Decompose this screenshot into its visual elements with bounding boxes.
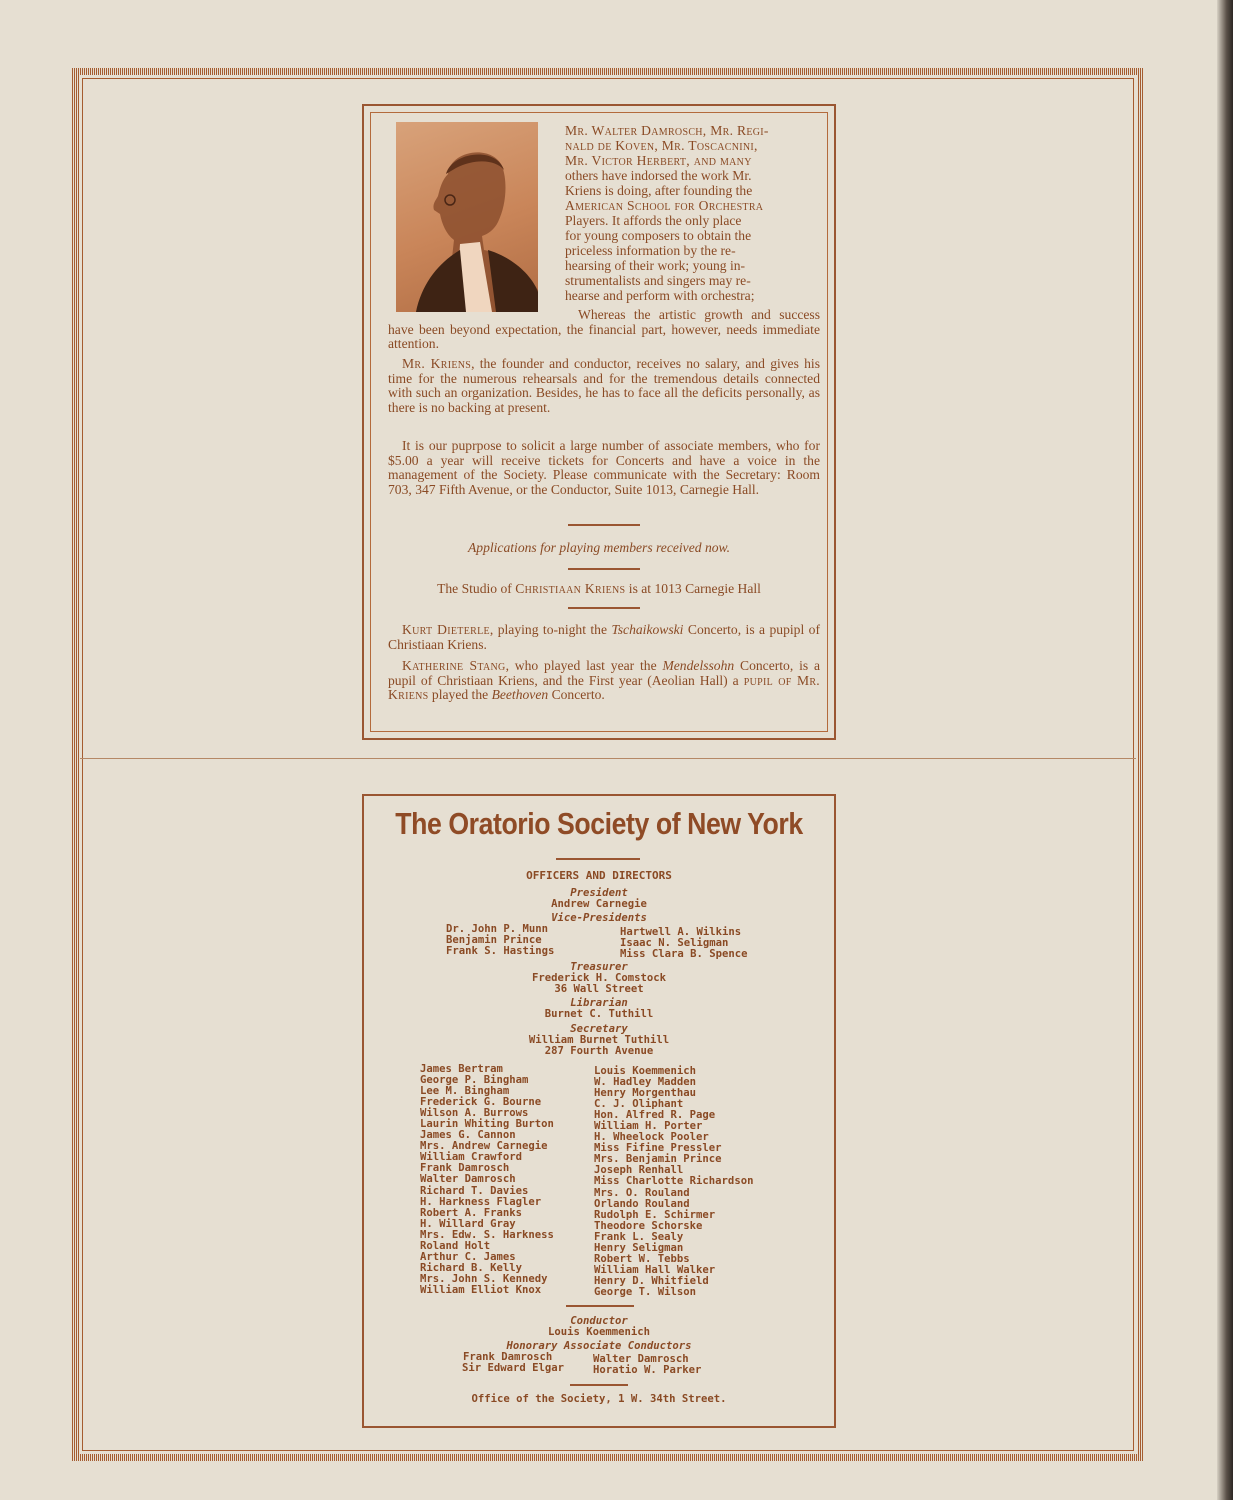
kurt-mid: , playing to-night the	[489, 622, 612, 637]
book-spine	[1217, 0, 1233, 1500]
intro-line-8: for young composers to obtain the	[565, 228, 752, 243]
director-name: Frederick G. Bourne	[420, 1096, 542, 1109]
vp-label	[362, 913, 836, 924]
director-name: Robert A. Franks	[420, 1206, 523, 1219]
director-name: Laurin Whiting Burton	[420, 1118, 554, 1131]
directors-list-right	[594, 1066, 753, 1298]
purpose-paragraph: It is our puprpose to solicit a large number of associate members, who for $5.00 a year will receive tickets for Concerts and have a voice in the management of the Society. Please communicate with the Secretary: Room 703, 347 Fifth Avenue, or the Conductor, Suite 1013, Carnegie Hall.	[388, 438, 820, 497]
director-name: Roland Holt	[420, 1239, 491, 1252]
divider-rule	[566, 1305, 634, 1307]
divider-rule	[568, 524, 640, 526]
secretary-address: 287 Fourth Avenue	[544, 1045, 654, 1057]
studio-name: Christiaan Kriens	[515, 581, 626, 596]
intro-line-2: nald de Koven, Mr. Toscacnini,	[565, 138, 758, 153]
vp-name: Hartwell A. Wilkins	[620, 926, 742, 938]
director-name: Mrs. Edw. S. Harkness	[420, 1228, 554, 1241]
director-name: Henry Seligman	[594, 1241, 684, 1254]
conductor-name: Louis Koemmenich	[547, 1326, 651, 1338]
studio-prefix: The Studio of	[437, 581, 516, 596]
society-title: The Oratorio Society of New York	[395, 806, 803, 841]
director-name: James Bertram	[420, 1063, 503, 1075]
vp-list-left	[446, 924, 554, 957]
intro-line-6: American School for Orchestra	[565, 198, 764, 213]
intro-line-7: Players. It affords the only place	[565, 213, 742, 228]
honorary-left-1: Frank Damrosch	[463, 1351, 553, 1363]
directors-list-left	[420, 1064, 554, 1296]
vp-name: Benjamin Prince	[446, 934, 542, 947]
office-address: Office of the Society, 1 W. 34th Street.	[471, 1393, 727, 1405]
treasurer-name: Frederick H. Comstock	[532, 972, 666, 984]
director-name: Mrs. Andrew Carnegie	[420, 1140, 548, 1153]
director-name: Lee M. Bingham	[420, 1085, 510, 1098]
director-name: H. Harkness Flagler	[420, 1195, 542, 1208]
kath-work2: Beethoven	[491, 687, 549, 703]
director-name: Richard T. Davies	[420, 1184, 529, 1197]
treasurer-label-text: Treasurer	[570, 961, 628, 973]
kath-post: Concerto.	[548, 687, 605, 703]
divider-rule	[570, 1384, 628, 1386]
kath-work: Mendelssohn	[662, 658, 735, 673]
intro-line-1: Mr. Walter Damrosch, Mr. Regi-	[565, 123, 769, 138]
director-name: Rudolph E. Schirmer	[594, 1208, 716, 1221]
director-name: Hon. Alfred R. Page	[594, 1109, 716, 1122]
founder-name: Mr. Kriens	[402, 356, 472, 371]
director-name: Miss Fifine Pressler	[594, 1142, 722, 1155]
director-name: Robert W. Tebbs	[594, 1252, 690, 1265]
applications-line: Applications for playing members received now.	[467, 540, 730, 555]
director-name: George T. Wilson	[594, 1285, 697, 1298]
secretary-name: William Burnet Tuthill	[528, 1034, 670, 1046]
director-name: Wilson A. Burrows	[420, 1107, 529, 1120]
intro-line-12: hearse and perform with orchestra;	[565, 288, 755, 303]
kurt-post: Concerto, is a pupipl of Christiaan Kriens.	[388, 622, 821, 652]
vp-name: Isaac N. Seligman	[620, 937, 729, 950]
honorary-label-text: Honorary Associate Conductors	[506, 1340, 692, 1352]
kath-mid2: Concerto, is a pupil of Christiaan Kriens, and the First year (Aeolian Hall) a	[388, 658, 820, 688]
director-name: Theodore Schorske	[594, 1219, 703, 1232]
director-name: H. Willard Gray	[420, 1217, 516, 1230]
director-name: William Crawford	[420, 1151, 523, 1164]
secretary-label-text: Secretary	[570, 1023, 628, 1035]
studio-line	[362, 581, 836, 597]
president-label-text: President	[570, 887, 628, 899]
librarian-name: Burnet C. Tuthill	[544, 1008, 654, 1020]
divider-rule	[556, 858, 640, 860]
director-name: W. Hadley Madden	[594, 1076, 697, 1089]
studio-suffix: is at 1013 Carnegie Hall	[625, 581, 761, 596]
katherine-paragraph	[388, 659, 820, 703]
portrait-photo	[396, 122, 538, 312]
intro-line-5: Kriens is doing, after founding the	[565, 183, 753, 198]
divider-rule	[568, 568, 640, 570]
kath-pupil: pupil of Mr. Kriens	[388, 672, 820, 703]
director-name: Henry Morgenthau	[594, 1087, 697, 1100]
president-name: Andrew Carnegie	[551, 898, 647, 910]
kurt-name: Kurt Dieterle	[402, 622, 490, 637]
honorary-right-1: Walter Damrosch	[593, 1353, 689, 1365]
intro-line-4: others have indorsed the work Mr.	[565, 168, 752, 183]
vp-list-right	[620, 927, 748, 960]
vp-name: Miss Clara B. Spence	[620, 948, 748, 961]
director-name: Miss Charlotte Richardson	[594, 1175, 754, 1188]
divider-rule	[568, 607, 640, 609]
honorary-left-2: Sir Edward Elgar	[462, 1362, 565, 1374]
director-name: Mrs. John S. Kennedy	[420, 1272, 548, 1285]
director-name: Orlando Rouland	[594, 1197, 690, 1210]
director-name: H. Wheelock Pooler	[594, 1131, 709, 1144]
treasurer-address: 36 Wall Street	[554, 983, 644, 995]
director-name: William Elliot Knox	[420, 1283, 542, 1296]
intro-line-3	[565, 154, 821, 169]
director-name: George P. Bingham	[420, 1074, 529, 1087]
director-name: Mrs. O. Rouland	[594, 1186, 690, 1199]
kurt-work: Tschaikowski	[611, 622, 684, 637]
director-name: William Hall Walker	[594, 1263, 716, 1276]
kurt-paragraph	[388, 623, 820, 652]
director-name: Frank L. Sealy	[594, 1230, 684, 1243]
director-name: Joseph Renhall	[594, 1164, 684, 1177]
founder-text: , the founder and conductor, receives no salary, and gives his time for the numerous rehearsals and for the tremendous details connected with such an organization. Besides, he has to face all the deficits personally, as there is no backing at present.	[388, 356, 820, 415]
director-name: Richard B. Kelly	[420, 1261, 523, 1274]
whereas-paragraph: Whereas the artistic growth and success have been beyond expectation, the financial part, however, needs immediate attention.	[388, 307, 820, 352]
director-name: Frank Damrosch	[420, 1162, 510, 1175]
director-name: C. J. Oliphant	[594, 1098, 684, 1111]
intro-line-11: strumentalists and singers may re-	[565, 273, 751, 288]
director-name: Arthur C. James	[420, 1250, 516, 1263]
director-name: Walter Damrosch	[420, 1173, 516, 1186]
kath-mid: , who played last year the	[505, 658, 663, 673]
director-name: William H. Porter	[594, 1120, 703, 1133]
conductor-label-text: Conductor	[570, 1315, 628, 1327]
director-name: James G. Cannon	[420, 1129, 516, 1142]
fold-line	[80, 758, 1136, 759]
director-name: Louis Koemmenich	[594, 1065, 697, 1077]
portrait-figure	[396, 122, 538, 312]
intro-line-3-text: Mr. Victor Herbert, and many	[565, 153, 752, 168]
honorary-label	[362, 1341, 836, 1352]
vp-name: Dr. John P. Munn	[446, 923, 549, 935]
director-name: Mrs. Benjamin Prince	[594, 1153, 722, 1166]
vp-label-text: Vice-Presidents	[551, 912, 647, 924]
kath-mid3: played the	[428, 687, 492, 703]
director-name: Henry D. Whitfield	[594, 1274, 709, 1287]
intro-line-10: hearsing of their work; young in-	[565, 258, 746, 273]
honorary-right-2: Horatio W. Parker	[593, 1364, 702, 1376]
vp-name: Frank S. Hastings	[446, 945, 555, 958]
founder-paragraph	[388, 357, 820, 415]
officers-heading: OFFICERS AND DIRECTORS	[526, 869, 672, 882]
kath-name: Katherine Stang	[402, 658, 506, 673]
intro-line-9: priceless information by the re-	[565, 243, 736, 258]
librarian-label-text: Librarian	[570, 997, 628, 1009]
